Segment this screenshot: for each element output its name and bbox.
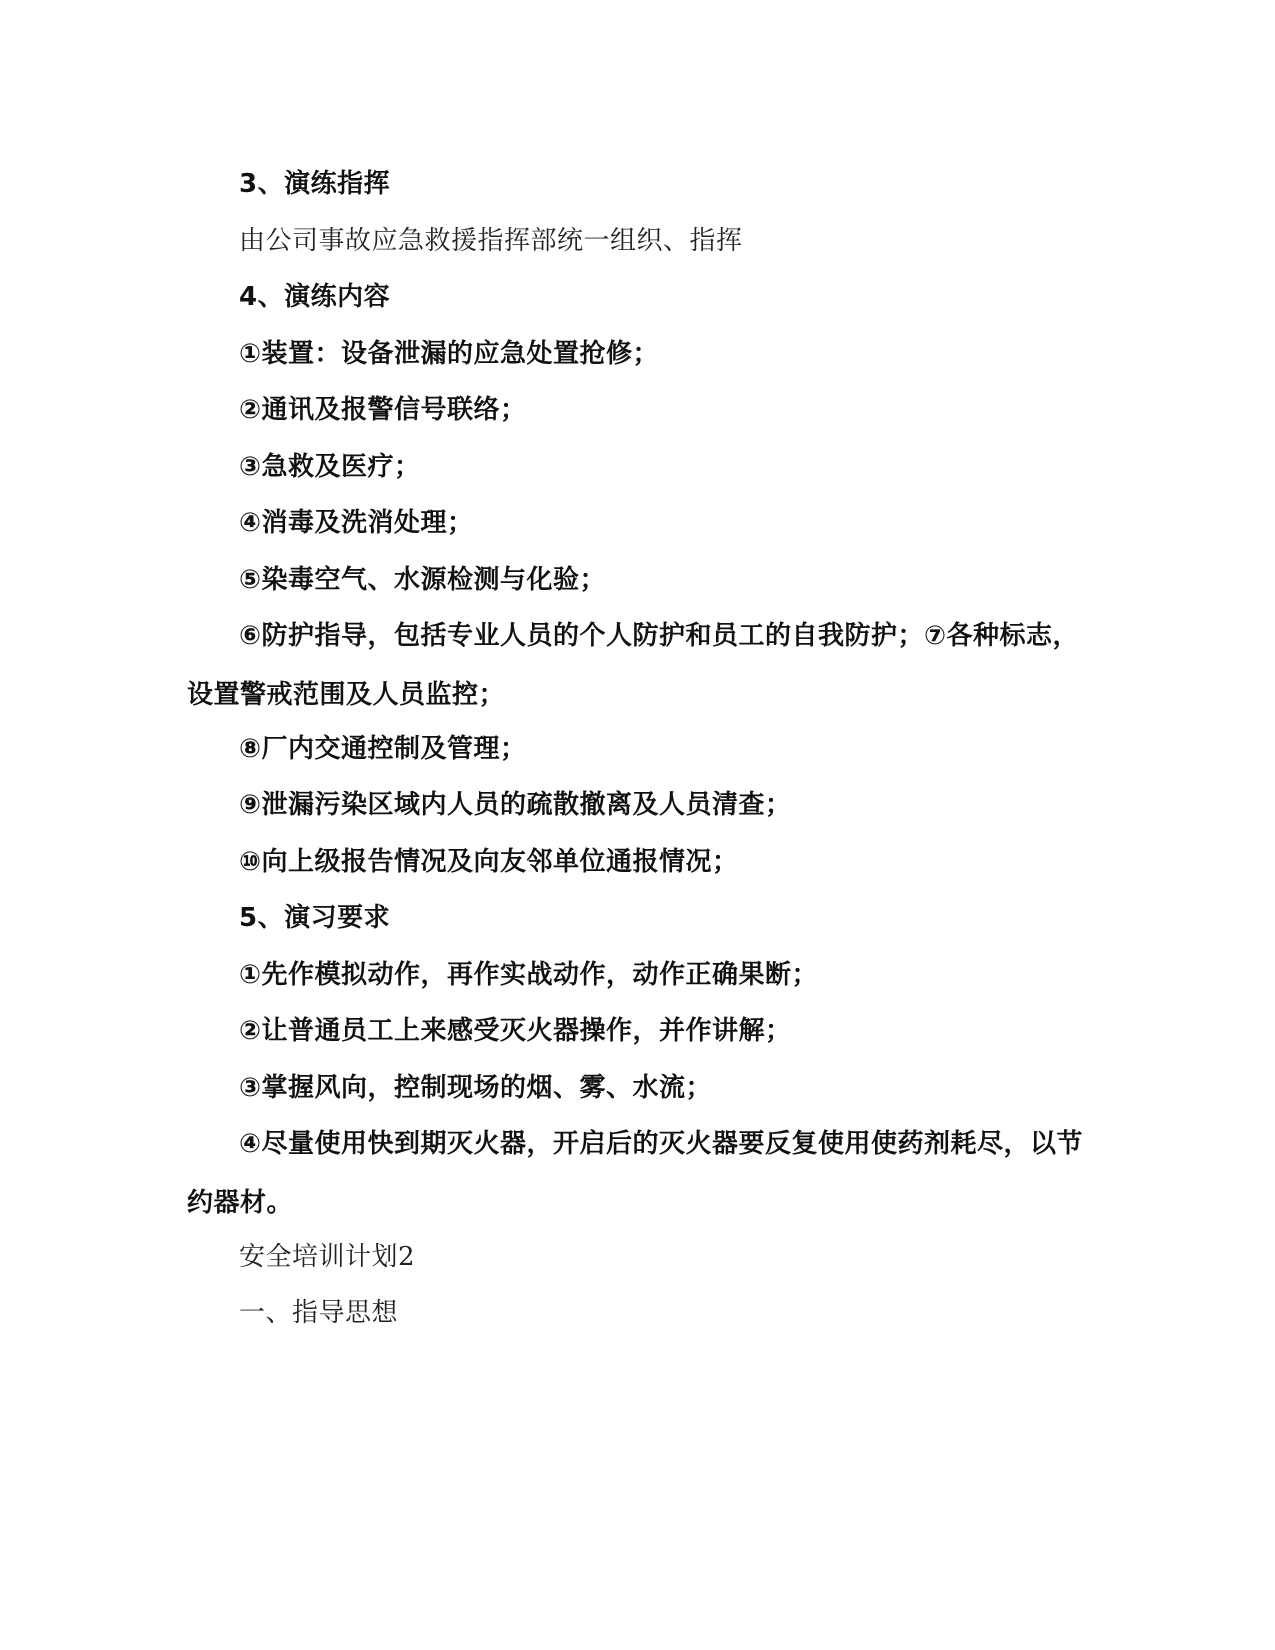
list-item-content-9: ⑨泄漏污染区域内人员的疏散撤离及人员清查； — [239, 790, 792, 820]
list-item-content-1: ①装置：设备泄漏的应急处置抢修； — [239, 339, 660, 369]
list-item-content-6-7: ⑥防护指导，包括专业人员的个人防护和员工的自我防护；⑦各种标志，设置警戒范围及人员监控； — [187, 621, 1080, 710]
list-item-content-3: ③急救及医疗； — [239, 452, 421, 482]
heading-guiding-ideology: 一、指导思想 — [239, 1298, 399, 1328]
list-item-content-10: ⑩向上级报告情况及向友邻单位通报情况； — [239, 847, 739, 877]
section-title-training-plan-2: 安全培训计划2 — [239, 1242, 416, 1272]
list-item-requirement-2: ②让普通员工上来感受灭火器操作，并作讲解； — [239, 1016, 792, 1046]
list-item-content-8: ⑧厂内交通控制及管理； — [239, 734, 527, 764]
list-item-content-5: ⑤染毒空气、水源检测与化验； — [239, 565, 607, 595]
list-item-requirement-1: ①先作模拟动作，再作实战动作，动作正确果断； — [239, 960, 819, 990]
paragraph-drill-command: 由公司事故应急救援指挥部统一组织、指挥 — [239, 226, 743, 256]
list-item-requirement-3: ③掌握风向，控制现场的烟、雾、水流； — [239, 1073, 713, 1103]
heading-drill-command: 3、演练指挥 — [239, 169, 391, 199]
heading-drill-requirements: 5、演习要求 — [239, 903, 391, 933]
heading-drill-content: 4、演练内容 — [239, 282, 391, 312]
list-item-requirement-4: ④尽量使用快到期灭火器，开启后的灭火器要反复使用使药剂耗尽，以节约器材。 — [187, 1129, 1084, 1218]
list-item-content-2: ②通讯及报警信号联络； — [239, 395, 527, 425]
list-item-content-4: ④消毒及洗消处理； — [239, 508, 474, 538]
